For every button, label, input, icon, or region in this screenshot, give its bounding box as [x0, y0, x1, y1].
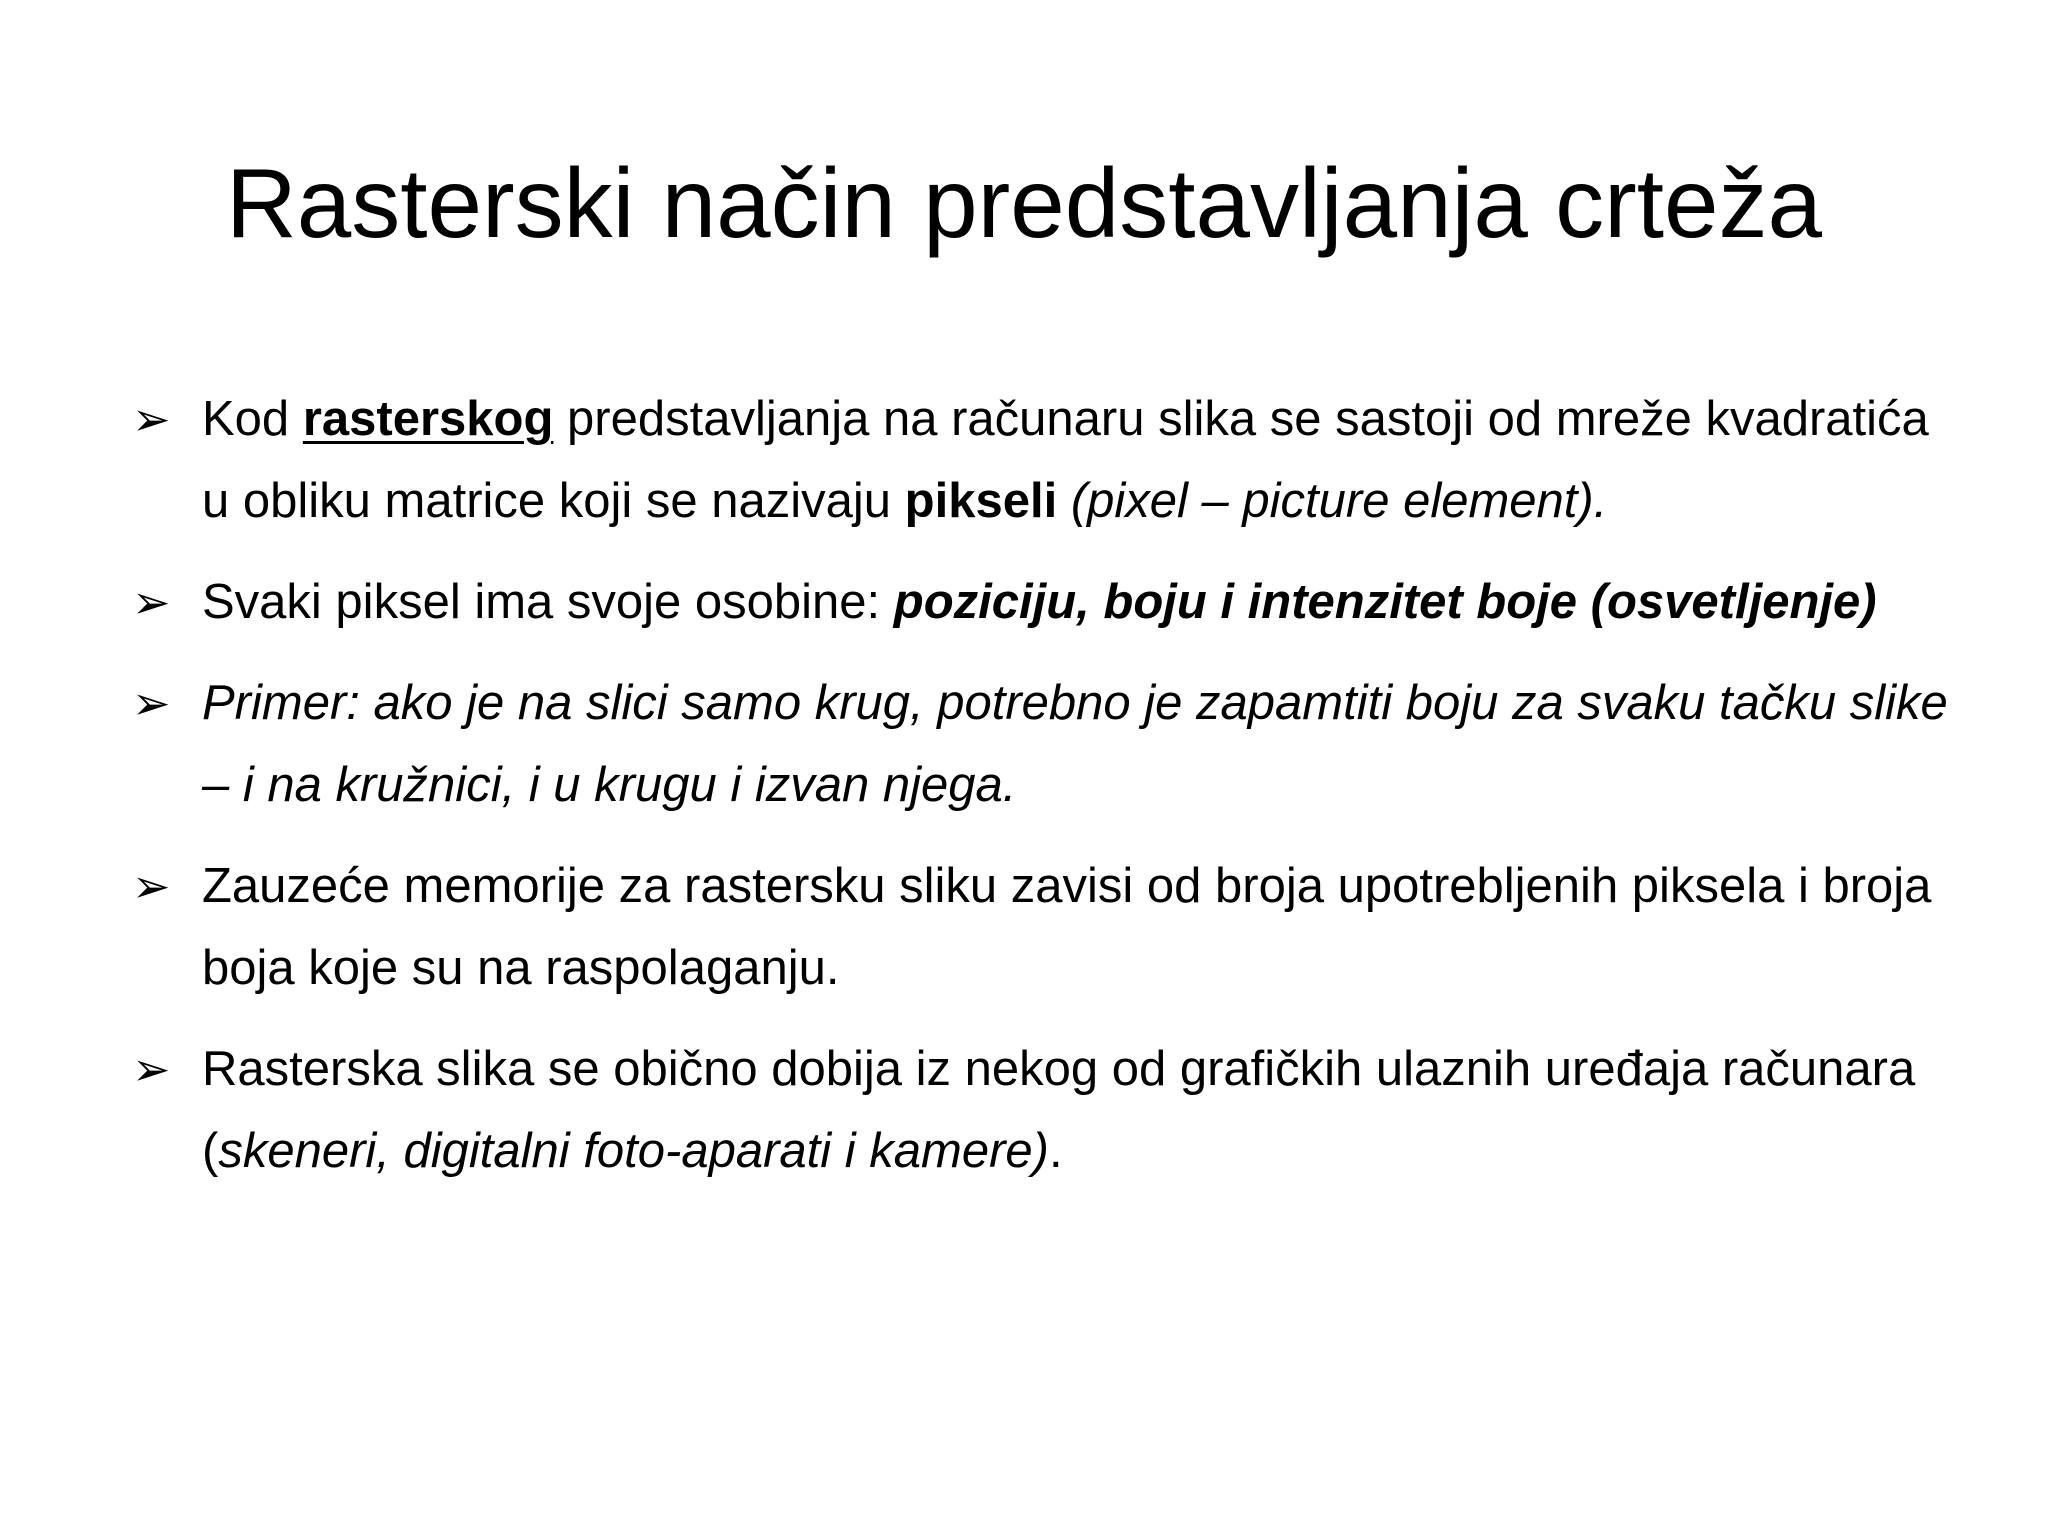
bullet-text-bold: pikseli: [904, 474, 1058, 528]
bullet-item-memory-usage: [128, 845, 1968, 1009]
bullet-text: [1057, 474, 1071, 528]
bullet-text: Rasterska slika se obično dobija iz nekog od grafičkih ulaznih uređaja računara (: [202, 1042, 1916, 1178]
bullet-text-italic: Primer: ako je na slici samo krug, potrebno je zapamtiti boju za svaku tačku slike – i na kružnici, i u krugu i izvan njega.: [202, 676, 1948, 812]
bullet-list: [128, 378, 1968, 1211]
bullet-item-example: [128, 662, 1968, 826]
bullet-text-bold-italic: poziciju, boju i intenzitet boje (osvetljenje): [893, 575, 1877, 629]
bullet-item-input-devices: [128, 1028, 1968, 1192]
bullet-item-pixel-properties: [128, 561, 1968, 643]
bullet-text-emphasis: rasterskog: [302, 392, 554, 446]
bullet-text: predstavljanja na računaru slika se sastoji od mreže kvadratića u obliku matrice koji se nazivaju: [202, 392, 1929, 528]
bullet-text: .: [1048, 1124, 1063, 1178]
bullet-item-raster-definition: [128, 378, 1968, 542]
arrow-bullet-icon: ➢: [132, 859, 171, 913]
arrow-bullet-icon: ➢: [132, 392, 171, 446]
bullet-text-italic: (pixel – picture element).: [1070, 474, 1608, 528]
bullet-text: Zauzeće memorije za rastersku sliku zavisi od broja upotrebljenih piksela i broja boja koje su na raspolaganju.: [202, 859, 1932, 995]
bullet-text: Svaki piksel ima svoje osobine:: [202, 575, 894, 629]
arrow-bullet-icon: ➢: [132, 1042, 171, 1096]
arrow-bullet-icon: ➢: [132, 575, 171, 629]
slide-title: Rasterski način predstavljanja crteža: [226, 148, 1822, 258]
bullet-text: Kod: [202, 392, 303, 446]
arrow-bullet-icon: ➢: [132, 676, 171, 730]
bullet-text-italic: skeneri, digitalni foto-aparati i kamere): [218, 1124, 1049, 1178]
